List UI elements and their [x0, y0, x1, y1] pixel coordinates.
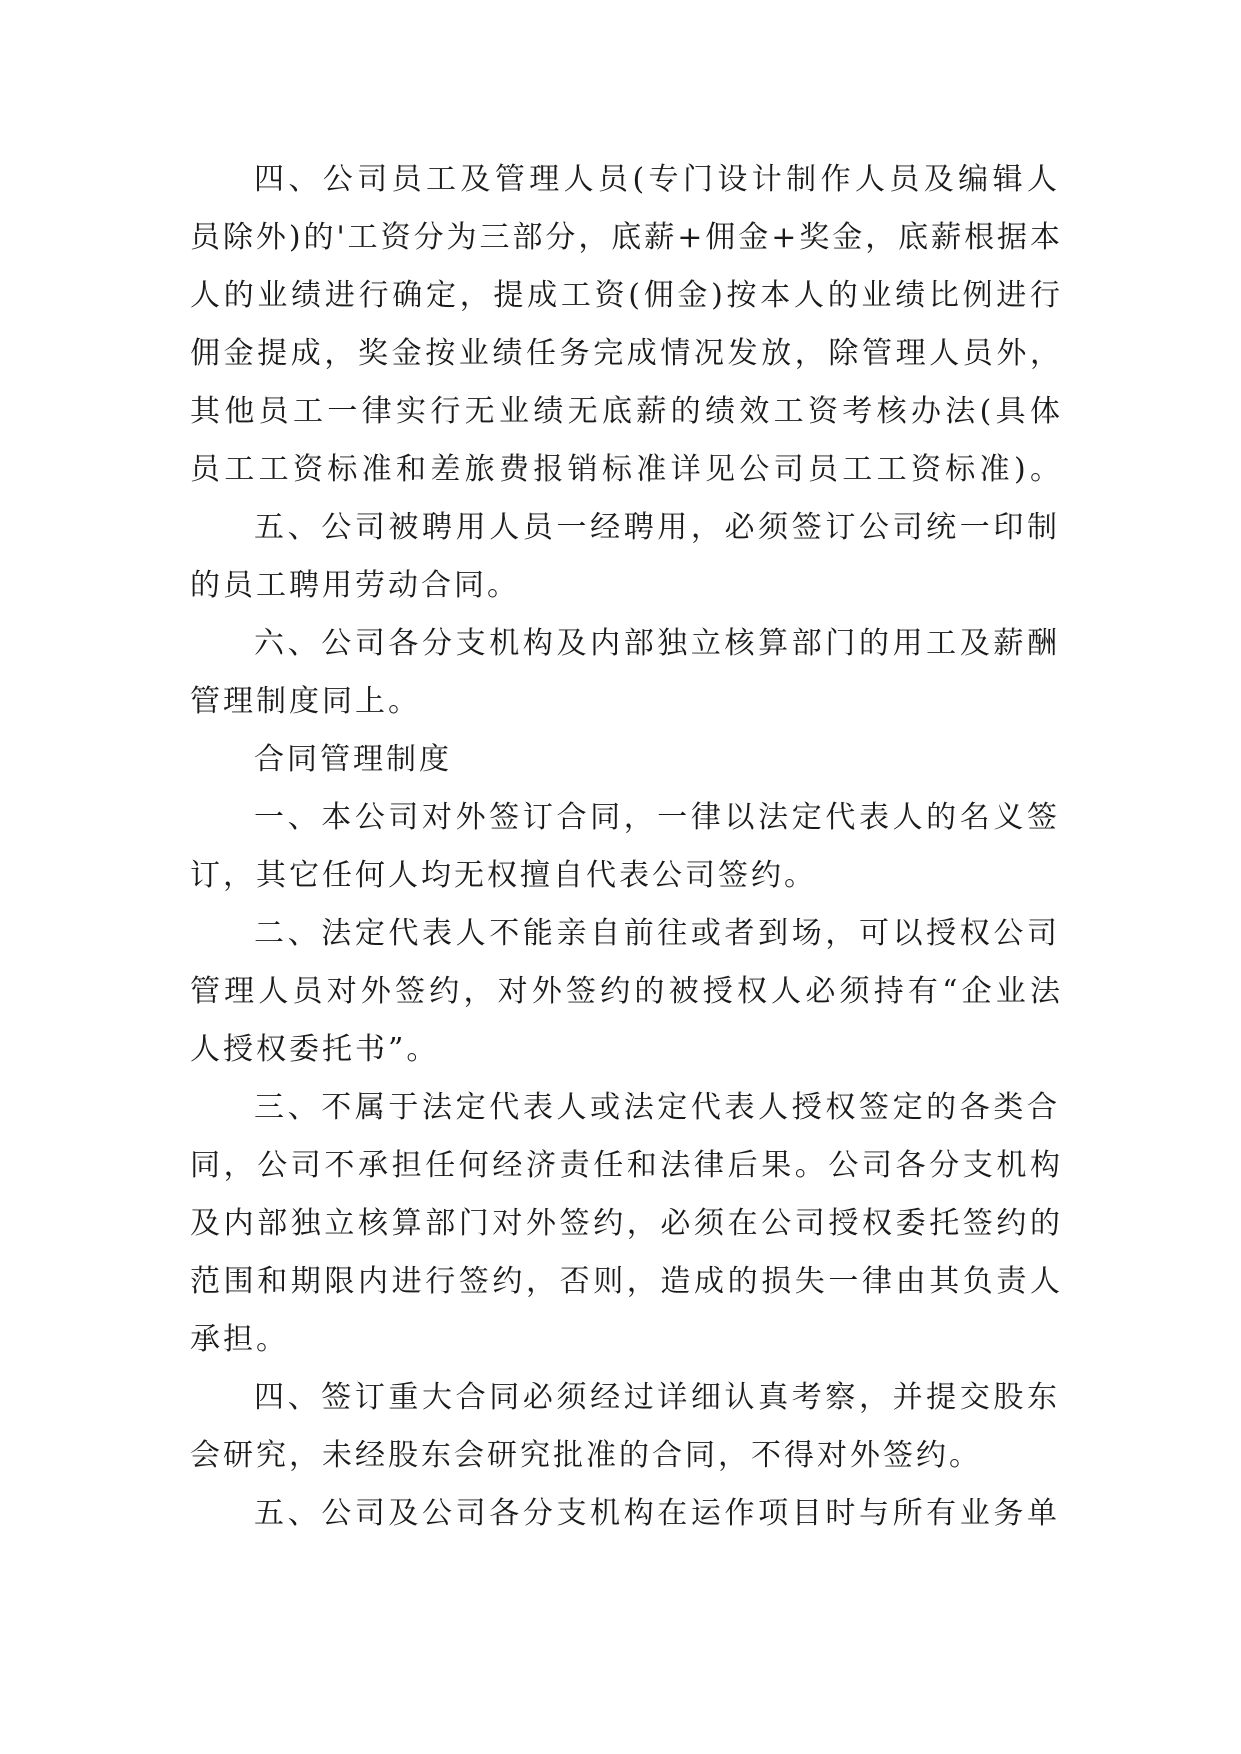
section-heading: 合同管理制度 [254, 742, 452, 777]
text-line: 订，其它任何人均无权擅自代表公司签约。 [190, 858, 817, 893]
text-line: 会研究，未经股东会研究批准的合同，不得对外签约。 [190, 1438, 982, 1473]
text-line: 其他员工一律实行无业绩无底薪的绩效工资考核办法(具体 [190, 394, 1060, 429]
text-line: 承担。 [190, 1322, 289, 1357]
text-line: 人的业绩进行确定，提成工资(佣金)按本人的业绩比例进行 [190, 278, 1060, 313]
text-line: 二、法定代表人不能亲自前往或者到场，可以授权公司 [254, 916, 1060, 951]
text-line: 六、公司各分支机构及内部独立核算部门的用工及薪酬 [254, 626, 1060, 661]
text-line: 五、公司被聘用人员一经聘用，必须签订公司统一印制 [254, 510, 1060, 545]
text-line: 五、公司及公司各分支机构在运作项目时与所有业务单 [254, 1496, 1060, 1531]
text-line: 同，公司不承担任何经济责任和法律后果。公司各分支机构 [190, 1148, 1060, 1183]
text-line: 人授权委托书”。 [190, 1032, 440, 1067]
text-line: 的员工聘用劳动合同。 [190, 568, 520, 603]
text-line: 范围和期限内进行签约，否则，造成的损失一律由其负责人 [190, 1264, 1060, 1299]
text-line: 四、签订重大合同必须经过详细认真考察，并提交股东 [254, 1380, 1060, 1415]
text-line: 三、不属于法定代表人或法定代表人授权签定的各类合 [254, 1090, 1060, 1125]
text-line: 佣金提成，奖金按业绩任务完成情况发放，除管理人员外， [190, 336, 1060, 371]
text-line: 四、公司员工及管理人员(专门设计制作人员及编辑人 [254, 162, 1060, 197]
text-line: 一、本公司对外签订合同，一律以法定代表人的名义签 [254, 800, 1060, 835]
text-line: 员工工资标准和差旅费报销标准详见公司员工工资标准)。 [190, 452, 1060, 487]
text-line: 管理人员对外签约，对外签约的被授权人必须持有“企业法 [190, 974, 1060, 1009]
text-line: 管理制度同上。 [190, 684, 421, 719]
text-line: 员除外)的'工资分为三部分，底薪+佣金+奖金，底薪根据本 [190, 220, 1060, 255]
text-line: 及内部独立核算部门对外签约，必须在公司授权委托签约的 [190, 1206, 1060, 1241]
